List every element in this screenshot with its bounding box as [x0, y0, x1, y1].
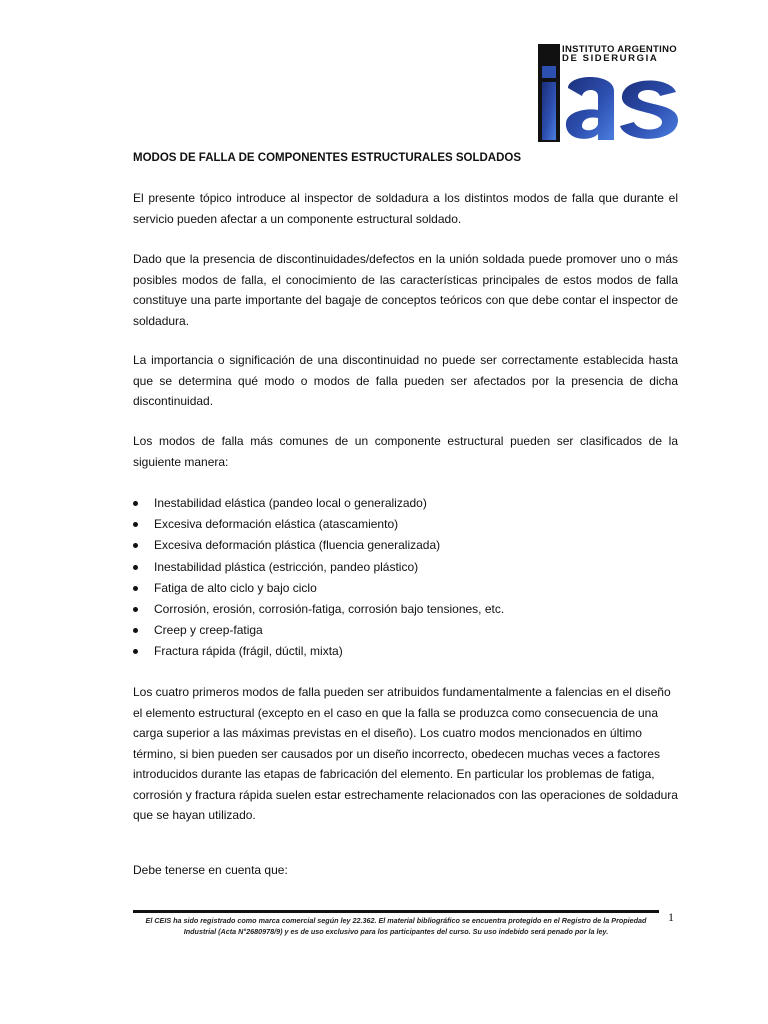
list-item-text: Inestabilidad elástica (pandeo local o generalizado)	[154, 496, 427, 510]
list-item	[133, 620, 678, 641]
list-item-text: Inestabilidad plástica (estricción, pandeo plástico)	[154, 559, 419, 574]
list-item	[133, 535, 678, 556]
list-item-text: Excesiva deformación plástica (fluencia generalizada)	[154, 538, 441, 553]
list-item	[133, 578, 678, 599]
paragraph-3: La importancia o significación de una discontinuidad no puede ser correctamente establecida hasta que se determina qué modo o modos de falla pueden ser afectados por la presencia de dicha discontinuidad.	[133, 353, 678, 408]
footer-divider	[133, 910, 659, 913]
bullet-icon	[133, 607, 138, 612]
failure-modes-list	[133, 493, 678, 663]
list-item-text: Corrosión, erosión, corrosión-fatiga, corrosión bajo tensiones, etc.	[154, 601, 505, 616]
document-title: MODOS DE FALLA DE COMPONENTES ESTRUCTURALES SOLDADOS	[133, 152, 522, 164]
bullet-icon	[133, 586, 138, 591]
list-item-text: Fractura rápida (frágil, dúctil, mixta)	[154, 644, 343, 659]
bullet-icon	[133, 565, 138, 570]
footer-notice	[133, 915, 659, 937]
footer-line-1: El CEIS ha sido registrado como marca comercial según ley 22.362. El material bibliográfico se encuentra protegido en el Registro de la Propiedad	[145, 916, 647, 925]
logo-text-line2: DE SIDERURGIA	[562, 53, 659, 64]
list-item	[133, 514, 678, 535]
bullet-icon	[133, 543, 138, 548]
list-item	[133, 557, 678, 578]
page-number: 1	[668, 910, 674, 924]
bullet-icon	[133, 522, 138, 527]
list-item-text: Fatiga de alto ciclo y bajo ciclo	[154, 580, 317, 595]
paragraph-2: Dado que la presencia de discontinuidades/defectos en la unión soldada puede promover uno o más posibles modos de falla, el conocimiento de las características principales de estos modos de falla constituye una parte importante del bagaje de conceptos teóricos con que debe contar el inspector de soldadura.	[133, 252, 678, 328]
bullet-icon	[133, 649, 138, 654]
paragraph-5: Los cuatro primeros modos de falla pueden ser atribuidos fundamentalmente a falencias en el diseño el elemento estructural (excepto en el caso en que la falla se produzca como consecuencia de una carga superior a las máximas previstas en el diseño). Los cuatro modos mencionados en último término, si bien pueden ser causados por un diseño incorrecto, obedecen muchas veces a factores introducidos durante las etapas de fabricación del elemento. En particular los problemas de fatiga, corrosión y fractura rápida suelen estar estrechamente relacionados con las operaciones de soldadura que se hayan utilizado.	[133, 685, 678, 822]
paragraph-4: Los modos de falla más comunes de un componente estructural pueden ser clasificados de la siguiente manera:	[133, 434, 678, 469]
list-item	[133, 599, 678, 620]
bullet-icon	[133, 628, 138, 633]
list-item	[133, 493, 678, 514]
logo-text-line1: INSTITUTO ARGENTINO	[562, 44, 677, 55]
closing-line: Debe tenerse en cuenta que:	[133, 863, 288, 877]
list-item-text: Creep y creep-fatiga	[154, 623, 263, 638]
list-item	[133, 641, 678, 662]
footer-line-2: Industrial (Acta N°2680978/9) y es de uso exclusivo para los participantes del curso. Su uso indebido será penado por la ley.	[183, 927, 609, 936]
document-body	[133, 150, 678, 877]
list-item-text: Excesiva deformación elástica (atascamiento)	[154, 517, 399, 532]
bullet-icon	[133, 501, 138, 506]
paragraph-1: El presente tópico introduce al inspector de soldadura a los distintos modos de falla que durante el servicio pueden afectar a un componente estructural soldado.	[133, 191, 678, 226]
